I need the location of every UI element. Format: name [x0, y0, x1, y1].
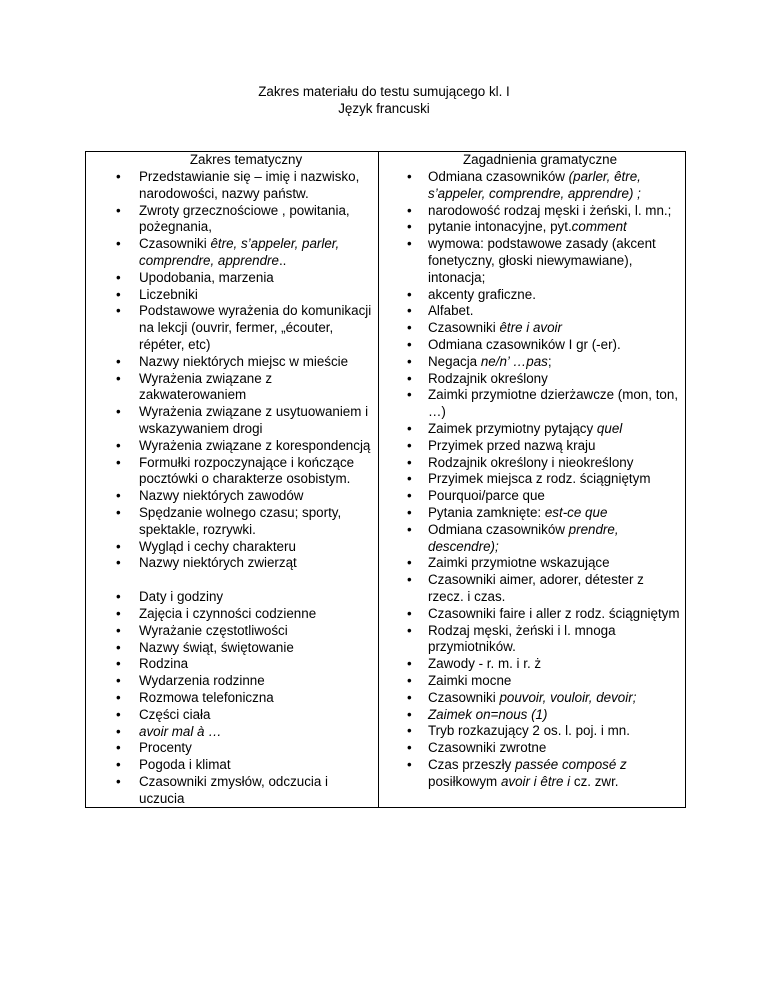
list-item: • Przedstawianie się – imię i nazwisko, narodowości, nazwy państw. [86, 169, 378, 203]
list-item: • Daty i godziny [86, 589, 378, 606]
list-item: • Zaimek on=nous (1) [379, 707, 685, 724]
list-item: • Odmiana czasowników I gr (-er). [379, 337, 685, 354]
list-item: • Czasowniki faire i aller z rodz. ściągniętym [379, 606, 685, 623]
list-item: • Podstawowe wyrażenia do komunikacji na lekcji (ouvrir, fermer, „écouter, répéter, etc) [86, 303, 378, 353]
list-item: • Czas przeszły passée composé z posiłkowym avoir i être i cz. zwr. [379, 757, 685, 791]
list-item: • Zaimki przymiotne dzierżawcze (mon, ton, …) [379, 387, 685, 421]
list-item: • Negacja ne/n’ …pas; [379, 354, 685, 371]
topics-table [85, 151, 686, 808]
list-item: • Tryb rozkazujący 2 os. l. poj. i mn. [379, 723, 685, 740]
list-item: • Wyrażenia związane z korespondencją [86, 438, 378, 455]
list-item: • Czasowniki pouvoir, vouloir, devoir; [379, 690, 685, 707]
grammar-column-title: Zagadnienia gramatyczne [462, 152, 618, 167]
list-item: • Nazwy niektórych miejsc w mieście [86, 354, 378, 371]
document-subtitle: Język francuski [338, 101, 430, 116]
list-item: • Spędzanie wolnego czasu; sporty, spektakle, rozrywki. [86, 505, 378, 539]
list-item: • Upodobania, marzenia [86, 270, 378, 287]
topics-column-title: Zakres tematyczny [189, 152, 303, 167]
grammar-column [379, 152, 686, 808]
list-item: • Rodzina [86, 656, 378, 673]
list-item: • Wyrażenia związane z zakwaterowaniem [86, 371, 378, 405]
document-title: Zakres materiału do testu sumującego kl. I [258, 84, 510, 99]
topics-list-b [86, 589, 378, 807]
list-item: • Rodzaj męski, żeński i l. mnoga przymiotników. [379, 623, 685, 657]
list-item: • Rozmowa telefoniczna [86, 690, 378, 707]
list-item: • Odmiana czasowników (parler, être, s’appeler, comprendre, apprendre) ; [379, 169, 685, 203]
list-item: • wymowa: podstawowe zasady (akcent fonetyczny, głoski niewymawiane), intonacja; [379, 236, 685, 286]
list-item: • Nazwy niektórych zawodów [86, 488, 378, 505]
list-item: • pytanie intonacyjne, pyt.comment [379, 219, 685, 236]
list-item: • Rodzajnik określony i nieokreślony [379, 455, 685, 472]
list-item: • Części ciała [86, 707, 378, 724]
list-item: • Zaimek przymiotny pytający quel [379, 421, 685, 438]
list-item: • Zaimki przymiotne wskazujące [379, 555, 685, 572]
grammar-list [379, 169, 685, 790]
list-item: • Nazwy niektórych zwierząt [86, 555, 378, 572]
list-item: • Przyimek przed nazwą kraju [379, 438, 685, 455]
list-item: • Formułki rozpoczynające i kończące pocztówki o charakterze osobistym. [86, 455, 378, 489]
list-item: • Wyrażenia związane z usytuowaniem i wskazywaniem drogi [86, 404, 378, 438]
list-item: • Wyrażanie częstotliwości [86, 623, 378, 640]
topics-list-a [86, 169, 378, 572]
list-item: • Rodzajnik określony [379, 371, 685, 388]
list-item: • Zajęcia i czynności codzienne [86, 606, 378, 623]
list-item: • Zawody - r. m. i r. ż [379, 656, 685, 673]
list-item: • Czasowniki aimer, adorer, détester z rzecz. i czas. [379, 572, 685, 606]
list-item: • Pogoda i klimat [86, 757, 378, 774]
list-item: • Nazwy świąt, świętowanie [86, 640, 378, 657]
list-item: • Czasowniki zwrotne [379, 740, 685, 757]
list-item: • Wygląd i cechy charakteru [86, 539, 378, 556]
list-item: • Liczebniki [86, 287, 378, 304]
list-item: • Odmiana czasowników prendre, descendre); [379, 522, 685, 556]
list-item: • narodowość rodzaj męski i żeński, l. mn.; [379, 203, 685, 220]
list-item: • Zaimki mocne [379, 673, 685, 690]
list-item: • akcenty graficzne. [379, 287, 685, 304]
list-item: • avoir mal à … [86, 724, 378, 741]
list-item: • Przyimek miejsca z rodz. ściągniętym [379, 471, 685, 488]
topics-column [86, 152, 379, 808]
list-item: • Czasowniki être i avoir [379, 320, 685, 337]
list-item: • Pourquoi/parce que [379, 488, 685, 505]
list-item: • Czasowniki être, s’appeler, parler, comprendre, apprendre.. [86, 236, 378, 270]
list-item: • Zwroty grzecznościowe , powitania, pożegnania, [86, 203, 378, 237]
list-item: • Czasowniki zmysłów, odczucia i uczucia [86, 774, 378, 808]
list-item: • Procenty [86, 740, 378, 757]
list-item: • Pytania zamknięte: est-ce que [379, 505, 685, 522]
document-heading [0, 83, 768, 117]
list-item: • Wydarzenia rodzinne [86, 673, 378, 690]
list-item: • Alfabet. [379, 303, 685, 320]
